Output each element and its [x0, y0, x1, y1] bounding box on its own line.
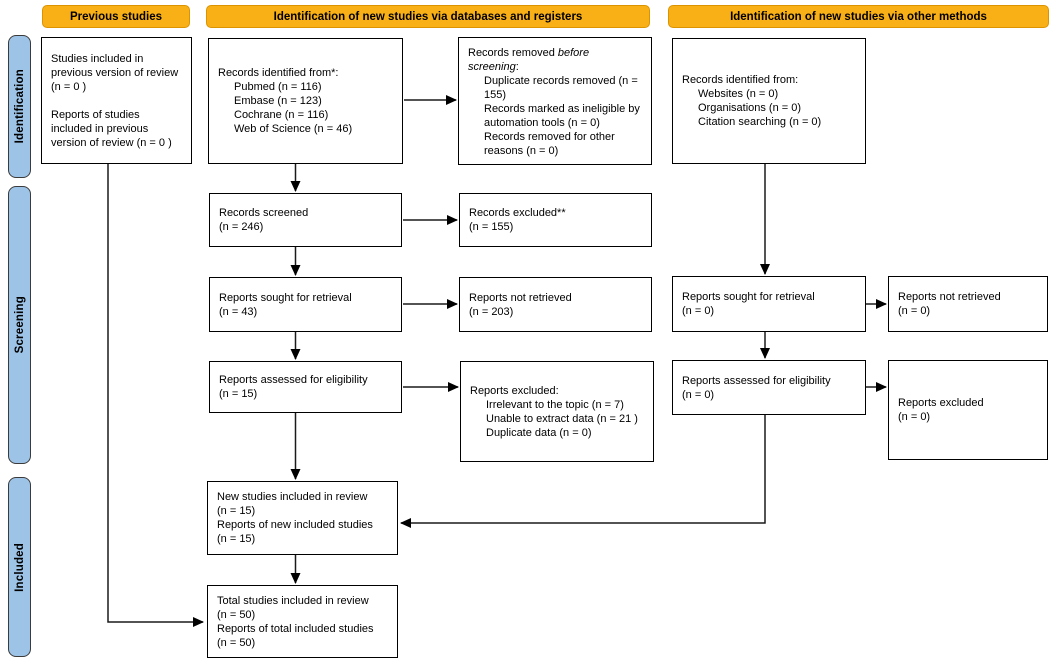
box-reports-excluded-databases: [460, 361, 654, 462]
previous-studies-para2: Reports of studies included in previous version of review (n = 0 ): [51, 108, 172, 149]
box-records-excluded: [459, 193, 652, 247]
reports-sought-db-count: (n = 43): [219, 305, 258, 318]
header-other-methods-label: Identification of new studies via other methods: [730, 10, 987, 23]
new-studies-line: (n = 15): [217, 505, 256, 517]
box-records-screened: [209, 193, 402, 247]
records-removed-title-suffix: :: [515, 61, 519, 73]
header-databases-registers: [206, 5, 650, 28]
records-identified-other-item: Websites (n = 0): [698, 88, 779, 100]
records-excluded-label: Records excluded**: [469, 207, 566, 219]
stage-screening: [8, 186, 31, 464]
box-records-identified-other: [672, 38, 866, 164]
new-studies-line: New studies included in review: [217, 491, 368, 503]
reports-excluded-db-item: Duplicate data (n = 0): [486, 426, 592, 439]
records-removed-title: [468, 46, 618, 74]
reports-excluded-db-item: Unable to extract data (n = 21 ): [486, 412, 638, 425]
records-removed-item: Records removed for other reasons (n = 0): [484, 131, 615, 157]
stage-included: [8, 477, 31, 657]
records-excluded-count: (n = 155): [469, 221, 514, 233]
reports-not-retrieved-db-label: Reports not retrieved: [469, 291, 572, 304]
records-identified-db-item: Web of Science (n = 46): [234, 123, 353, 135]
total-studies-line: (n = 50): [217, 608, 256, 621]
reports-sought-db-label: Reports sought for retrieval: [219, 291, 352, 304]
records-identified-other-item: Citation searching (n = 0): [698, 116, 822, 128]
box-reports-excluded-other: [888, 360, 1048, 460]
records-removed-title-prefix: Records removed: [468, 47, 558, 59]
reports-excluded-other-label: Reports excluded: [898, 397, 984, 409]
box-records-identified-databases: [208, 38, 403, 164]
box-reports-not-retrieved-databases: [459, 277, 652, 332]
stage-screening-label: Screening: [13, 296, 26, 354]
reports-excluded-other-count: (n = 0): [898, 411, 931, 423]
stage-identification: [8, 35, 31, 178]
reports-excluded-db-item: Irrelevant to the topic (n = 7): [486, 398, 624, 411]
reports-sought-other-label: Reports sought for retrieval: [682, 291, 815, 303]
total-studies-line: Total studies included in review: [217, 594, 369, 607]
arrow-previous-to-total: [108, 164, 203, 622]
records-identified-db-item: Cochrane (n = 116): [234, 109, 329, 121]
header-previous-studies: [42, 5, 190, 28]
reports-not-retrieved-other-label: Reports not retrieved: [898, 291, 1001, 303]
box-reports-assessed-databases: [209, 361, 402, 413]
records-removed-title-italic: before screening: [468, 47, 590, 73]
box-reports-sought-databases: [209, 277, 402, 332]
records-screened-label: Records screened: [219, 207, 309, 219]
reports-excluded-db-title: Reports excluded:: [470, 384, 559, 397]
new-studies-line: (n = 15): [217, 533, 256, 545]
records-identified-db-item: Embase (n = 123): [234, 95, 322, 107]
header-databases-registers-label: Identification of new studies via databases and registers: [273, 10, 583, 23]
total-studies-line: (n = 50): [217, 636, 256, 649]
stage-identification-label: Identification: [13, 69, 26, 144]
reports-not-retrieved-db-count: (n = 203): [469, 305, 514, 318]
reports-assessed-other-count: (n = 0): [682, 388, 715, 401]
new-studies-line: Reports of new included studies: [217, 519, 373, 531]
box-reports-assessed-other: [672, 360, 866, 415]
records-screened-count: (n = 246): [219, 221, 264, 233]
reports-assessed-db-label: Reports assessed for eligibility: [219, 374, 368, 386]
header-other-methods: [668, 5, 1049, 28]
records-identified-other-title: Records identified from:: [682, 74, 799, 86]
stage-included-label: Included: [13, 542, 26, 592]
total-studies-line: Reports of total included studies: [217, 622, 374, 635]
box-previous-studies: [41, 37, 192, 164]
reports-not-retrieved-other-count: (n = 0): [898, 305, 931, 317]
box-records-removed: [458, 37, 652, 165]
records-removed-item: Records marked as ineligible by automation tools (n = 0): [484, 103, 640, 129]
records-identified-db-item: Pubmed (n = 116): [234, 81, 322, 93]
box-total-studies-included: [207, 585, 398, 658]
box-new-studies-included: [207, 481, 398, 555]
reports-assessed-other-label: Reports assessed for eligibility: [682, 374, 831, 387]
reports-assessed-db-count: (n = 15): [219, 388, 258, 400]
records-identified-db-title: Records identified from*:: [218, 67, 339, 79]
reports-sought-other-count: (n = 0): [682, 305, 715, 317]
box-reports-not-retrieved-other: [888, 276, 1048, 332]
box-reports-sought-other: [672, 276, 866, 332]
previous-studies-para1: Studies included in previous version of review (n = 0 ): [51, 52, 179, 93]
header-previous-studies-label: Previous studies: [69, 10, 163, 23]
records-removed-item: Duplicate records removed (n = 155): [484, 75, 638, 101]
records-identified-other-item: Organisations (n = 0): [698, 102, 802, 114]
